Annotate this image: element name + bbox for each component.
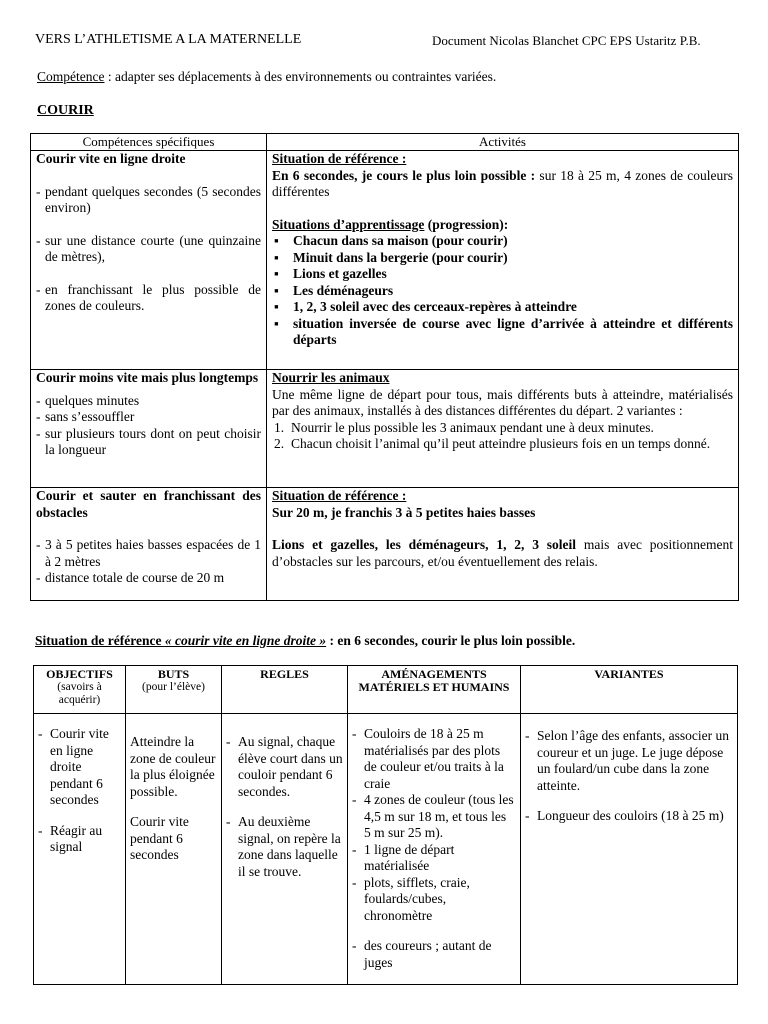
header-amenagements: AMÉNAGEMENTS MATÉRIELS ET HUMAINS <box>348 666 521 714</box>
list-item: - pendant quelques secondes (5 secondes environ) <box>36 183 261 215</box>
variantes-cell <box>521 714 738 985</box>
list-item: ▪ Lions et gazelles <box>274 266 387 281</box>
row2-activites <box>267 370 739 488</box>
row2-title: Courir moins vite mais plus longtemps <box>36 370 259 385</box>
list-item: ▪ Minuit dans la bergerie (pour courir) <box>274 249 508 265</box>
competence-line <box>37 69 496 86</box>
situation-reference-title: Situation de référence « courir vite en ligne droite » : en 6 secondes, courir le plus loin possible. <box>35 633 576 648</box>
list-item: ▪ Les déménageurs <box>274 282 394 298</box>
document-author: Document Nicolas Blanchet CPC EPS Ustaritz P.B. <box>432 33 701 48</box>
row1-activites <box>267 151 739 370</box>
row3-title: Courir et sauter en franchissant des obstacles <box>36 488 261 520</box>
table-row <box>31 151 739 370</box>
objectifs-cell <box>34 714 126 985</box>
list-item: - Au signal, chaque élève court dans un couloir pendant 6 secondes. <box>226 734 343 799</box>
list-item: 1. Nourrir le plus possible les 3 animaux pendant une à deux minutes. <box>274 419 654 435</box>
row3-ref-text: Sur 20 m, je franchis 3 à 5 petites haies basses <box>272 504 536 520</box>
row2-act-title: Nourrir les animaux <box>272 370 390 385</box>
competence-label: Compétence <box>37 69 105 84</box>
list-item: - sur plusieurs tours dont on peut choisir la longueur <box>36 425 261 457</box>
list-item: - sur une distance courte (une quinzaine de mètres), <box>36 232 261 264</box>
row1-ref-label: Situation de référence : <box>272 151 407 166</box>
list-item: ▪ Chacun dans sa maison (pour courir) <box>274 233 508 248</box>
amenagements-cell <box>348 714 521 985</box>
table-row <box>31 370 739 488</box>
header-regles: REGLES <box>222 666 348 714</box>
row1-app-heading: Situations d’apprentissage (progression): <box>272 216 509 232</box>
list-item: - Au deuxième signal, on repère la zone dans laquelle il se trouve. <box>226 814 341 879</box>
row3-ref-label: Situation de référence : <box>272 488 407 503</box>
list-item: - 3 à 5 petites haies basses espacées de 1 à 2 mètres <box>36 537 261 569</box>
section-title: COURIR <box>37 103 94 118</box>
header-objectifs: OBJECTIFS (savoirs à acquérir) <box>34 666 126 714</box>
row2-competences <box>31 370 267 488</box>
row1-title: Courir vite en ligne droite <box>36 151 186 166</box>
row3-competences <box>31 488 267 601</box>
list-item: - Réagir au signal <box>38 822 103 854</box>
list-item: ▪ 1, 2, 3 soleil avec des cerceaux-repères à atteindre <box>274 299 577 314</box>
row1-competences <box>31 151 267 370</box>
regles-cell <box>222 714 348 985</box>
header-variantes: VARIANTES <box>521 666 738 714</box>
list-item: - en franchissant le plus possible de zones de couleurs. <box>36 281 261 313</box>
competences-table <box>30 133 739 601</box>
list-item: - Selon l’âge des enfants, associer un coureur et un juge. Le juge dépose un foulard/un cube dans la zone atteinte. <box>525 728 729 793</box>
list-item: ▪ situation inversée de course avec ligne d’arrivée à atteindre et différents départs <box>274 315 733 347</box>
list-item: - des coureurs ; autant de juges <box>352 938 492 970</box>
list-item: - sans s’essouffler <box>36 409 135 424</box>
list-item: - 4 zones de couleur (tous les 4,5 m sur 18 m, et tous les 5 m sur 25 m). <box>352 792 514 840</box>
row2-act-text: Une même ligne de départ pour tous, mais différents buts à atteindre, matérialisés par des animaux, installés à des distances différentes du départ. 2 variantes : <box>272 386 733 418</box>
list-item: - Longueur des couloirs (18 à 25 m) <box>525 808 724 823</box>
list-item: - distance totale de course de 20 m <box>36 570 225 585</box>
header-activites: Activités <box>267 134 739 151</box>
list-item: - Courir vite en ligne droite pendant 6 secondes <box>38 726 109 807</box>
row3-activites <box>267 488 739 601</box>
list-item: - Couloirs de 18 à 25 m matérialisés par des plots de couleur et/ou traits à la craie <box>352 726 504 791</box>
row1-ref-text: En 6 secondes, je cours le plus loin possible : sur 18 à 25 m, 4 zones de couleurs différentes <box>272 167 733 199</box>
list-item: Courir vite pendant 6 secondes <box>130 814 189 862</box>
table-row <box>34 714 738 985</box>
table-row <box>31 488 739 601</box>
competence-text: : adapter ses déplacements à des environnements ou contraintes variées. <box>104 69 497 84</box>
list-item: - 1 ligne de départ matérialisée <box>352 841 455 873</box>
list-item: 2. Chacun choisit l’animal qu’il peut atteindre plusieurs fois en un temps donné. <box>274 436 711 451</box>
document-title: VERS L’ATHLETISME A LA MATERNELLE <box>35 32 302 47</box>
list-item: - plots, sifflets, craie, foulards/cubes, chronomètre <box>352 874 470 923</box>
list-item: Atteindre la zone de couleur la plus éloignée possible. <box>130 734 216 799</box>
row3-games: Lions et gazelles, les déménageurs, 1, 2, 3 soleil mais avec positionnement d’obstacles sur les parcours, et/ou éventuellement des relais. <box>272 537 733 569</box>
header-competences: Compétences spécifiques <box>31 134 267 151</box>
buts-cell <box>126 714 222 985</box>
header-buts: BUTS (pour l’élève) <box>126 666 222 714</box>
reference-situation-table <box>33 665 738 985</box>
list-item: - quelques minutes <box>36 392 140 408</box>
